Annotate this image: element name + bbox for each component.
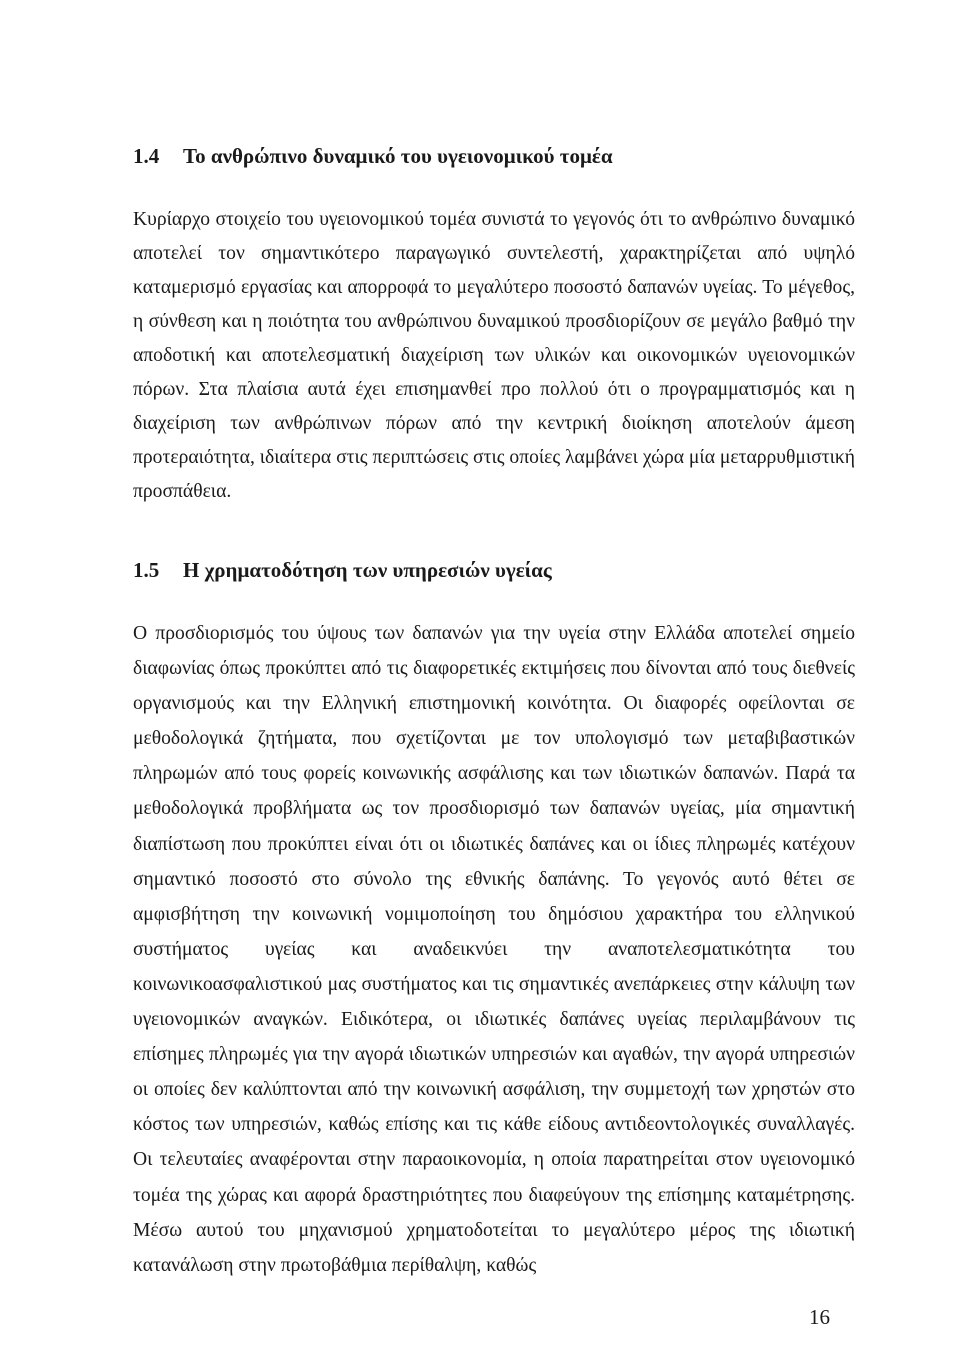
section-1-4-paragraph: Κυρίαρχο στοιχείο του υγειονομικού τομέα συνιστά το γεγονός ότι το ανθρώπινο δυναμικό αποτελεί τον σημαντικότερο παραγωγικό συντελεστή, χαρακτηρίζεται από υψηλό καταμερισμό εργασίας και απορροφά το μεγαλύτερο ποσοστό δαπανών υγείας. Το μέγεθος, η σύνθεση και η ποιότητα του ανθρώπινου δυναμικού προσδιορίζουν σε μεγάλο βαθμό την αποδοτική και αποτελεσματική διαχείριση των υλικών και οικονομικών υγειονομικών πόρων. Στα πλαίσια αυτά έχει επισημανθεί προ πολλού ότι ο προγραμματισμός και η διαχείριση των ανθρώπινων πόρων από την κεντρική διοίκηση αποτελούν άμεση προτεραιότητα, ιδιαίτερα στις περιπτώσεις στις οποίες λαμβάνει χώρα μία μεταρρυθμιστική προσπάθεια. bbox=[133, 209, 855, 502]
section-number: 1.5 bbox=[133, 558, 160, 582]
section-heading-1-4 bbox=[133, 143, 613, 169]
section-title: Το ανθρώπινο δυναμικό του υγειονομικού τομέα bbox=[183, 144, 613, 168]
section-1-5-paragraph: Ο προσδιορισμός του ύψους των δαπανών για την υγεία στην Ελλάδα αποτελεί σημείο διαφωνίας όπως προκύπτει από τις διαφορετικές εκτιμήσεις που δίνονται από τους διεθνείς οργανισμούς και την Ελληνική επιστημονική κοινότητα. Οι διαφορές οφείλονται σε μεθοδολογικά ζητήματα, που σχετίζονται με τον υπολογισμό των μεταβιβαστικών πληρωμών από τους φορείς κοινωνικής ασφάλισης και των ιδιωτικών δαπανών. Παρά τα μεθοδολογικά προβλήματα ως τον προσδιορισμό των δαπανών υγείας, μία σημαντική διαπίστωση που προκύπτει είναι ότι οι ιδιωτικές δαπάνες και οι ίδιες πληρωμές κατέχουν σημαντικό ποσοστό στο σύνολο της εθνικής δαπάνης. Το γεγονός αυτό θέτει σε αμφισβήτηση την κοινωνική νομιμοποίηση του δημόσιου χαρακτήρα του ελληνικού συστήματος υγείας και αναδεικνύει την αναποτελεσματικότητα του κοινωνικοασφαλιστικού μας συστήματος και τις σημαντικές ανεπάρκειες στην κάλυψη των υγειονομικών αναγκών. Ειδικότερα, οι ιδιωτικές δαπάνες υγείας περιλαμβάνουν τις επίσημες πληρωμές για την αγορά ιδιωτικών υπηρεσιών και αγαθών, την αγορά υπηρεσιών οι οποίες δεν καλύπτονται από την κοινωνική ασφάλιση, την συμμετοχή των χρηστών στο κόστος των υπηρεσιών, καθώς επίσης και τις κάθε είδους αντιδεοντολογικές συναλλαγές. Οι τελευταίες αναφέρονται στην παραοικονομία, η οποία παρατηρείται στον υγειονομικό τομέα της χώρας και αφορά δραστηριότητες που διαφεύγουν της επίσημης καταμέτρησης. Μέσω αυτού του μηχανισμού χρηματοδοτείται το μεγαλύτερο μέρος της ιδιωτική κατανάλωση στην πρωτοβάθμια περίθαλψη, καθώς bbox=[133, 623, 855, 1276]
section-title: Η χρηματοδότηση των υπηρεσιών υγείας bbox=[183, 558, 552, 582]
section-heading-1-5 bbox=[133, 557, 552, 583]
page-number: 16 bbox=[809, 1305, 830, 1329]
section-number: 1.4 bbox=[133, 144, 160, 168]
